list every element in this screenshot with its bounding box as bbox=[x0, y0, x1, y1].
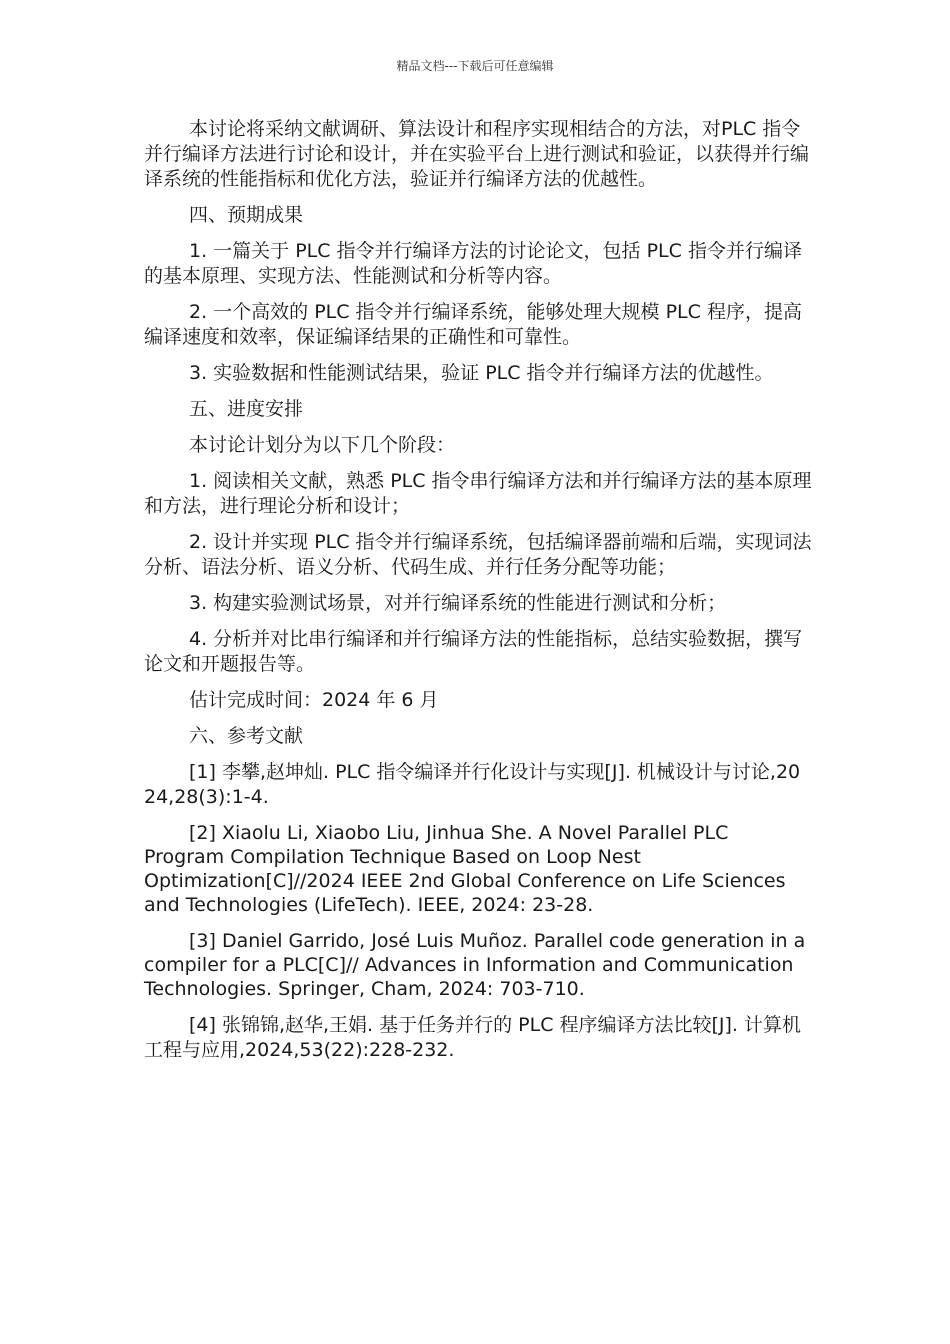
section-heading-schedule: 五、进度安排 bbox=[189, 398, 304, 420]
completion-time: 估计完成时间：2024 年 6 月 bbox=[189, 689, 439, 711]
page-header: 精品文档---下载后可任意编辑 bbox=[396, 59, 554, 73]
section-heading-references: 六、参考文献 bbox=[189, 725, 304, 747]
reference-2: [2] Xiaolu Li, Xiaobo Liu, Jinhua She. A Novel Parallel PLC Program Compilation Technique Based on Loop Nest Optimization[C]//2024 IEEE 2nd Global Conference on Life Sciences and Technologies (LifeTech). IEEE, 2024: 23-28. bbox=[144, 822, 786, 916]
reference-4: [4] 张锦锦,赵华,王娟. 基于任务并行的 PLC 程序编译方法比较[J]. 计算机工程与应用,2024,53(22):228-232. bbox=[144, 1014, 802, 1061]
result-item-1: 1. 一篇关于 PLC 指令并行编译方法的讨论论文，包括 PLC 指令并行编译的基本原理、实现方法、性能测试和分析等内容。 bbox=[144, 240, 802, 287]
schedule-item-4: 4. 分析并对比串行编译和并行编译方法的性能指标，总结实验数据，撰写论文和开题报告等。 bbox=[144, 628, 803, 675]
schedule-intro: 本讨论计划分为以下几个阶段： bbox=[189, 434, 456, 456]
schedule-item-3: 3. 构建实验测试场景，对并行编译系统的性能进行测试和分析； bbox=[189, 592, 727, 614]
reference-1: [1] 李攀,赵坤灿. PLC 指令编译并行化设计与实现[J]. 机械设计与讨论,2024,28(3):1-4. bbox=[144, 761, 801, 808]
section-heading-expected-results: 四、预期成果 bbox=[189, 204, 304, 226]
intro-paragraph: 本讨论将采纳文献调研、算法设计和程序实现相结合的方法，对PLC 指令并行编译方法进行讨论和设计，并在实验平台上进行测试和验证，以获得并行编译系统的性能指标和优化方法，验证并行编译方法的优越性。 bbox=[144, 118, 810, 190]
result-item-2: 2. 一个高效的 PLC 指令并行编译系统，能够处理大规模 PLC 程序，提高编译速度和效率，保证编译结果的正确性和可靠性。 bbox=[144, 301, 802, 348]
reference-3: [3] Daniel Garrido, José Luis Muñoz. Parallel code generation in a compiler for a PLC[C]// Advances in Information and Communication Technologies. Springer, Cham, 2024: 703-710. bbox=[144, 930, 806, 1000]
schedule-item-2: 2. 设计并实现 PLC 指令并行编译系统，包括编译器前端和后端，实现词法分析、语法分析、语义分析、代码生成、并行任务分配等功能； bbox=[144, 531, 812, 578]
document-body bbox=[144, 117, 812, 1074]
schedule-item-1: 1. 阅读相关文献，熟悉 PLC 指令串行编译方法和并行编译方法的基本原理和方法，进行理论分析和设计； bbox=[144, 470, 812, 517]
result-item-3: 3. 实验数据和性能测试结果，验证 PLC 指令并行编译方法的优越性。 bbox=[189, 362, 774, 384]
